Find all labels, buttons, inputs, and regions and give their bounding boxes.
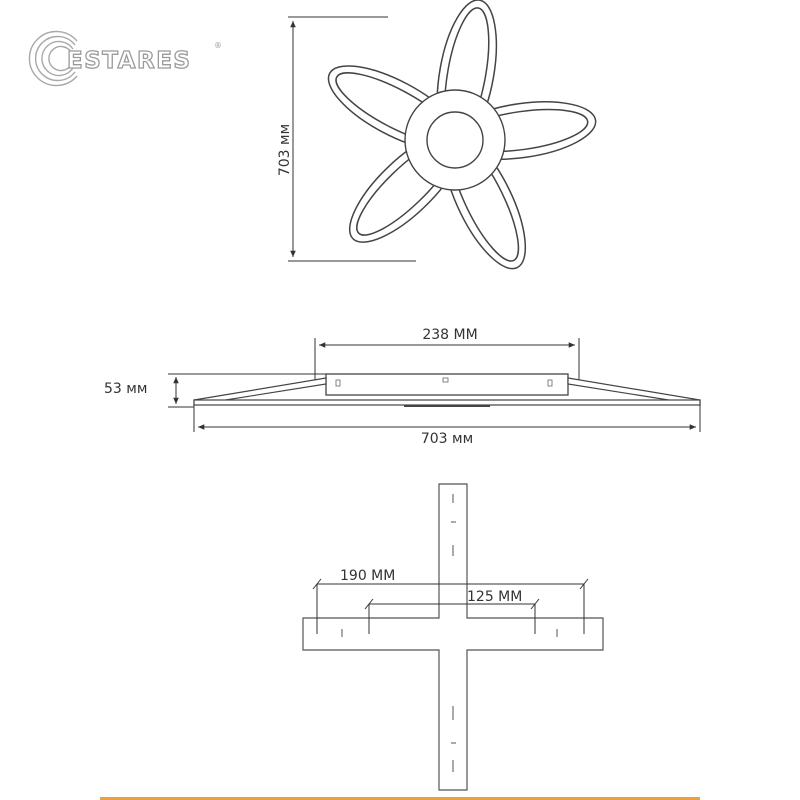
total-width-label: 703 мм: [420, 431, 474, 447]
logo-text: ESTARES: [67, 48, 192, 74]
lamp-base-housing: [326, 374, 568, 395]
mount-inner-label: 125 MM: [467, 589, 523, 605]
height-dimension-label: 703 мм: [277, 123, 293, 177]
mounting-bracket-view: [303, 484, 603, 790]
side-height-label: 53 мм: [104, 381, 148, 397]
base-width-label: 238 MM: [422, 327, 478, 343]
bracket-cross-outline: [303, 484, 603, 790]
lamp-center-cap: [427, 112, 483, 168]
lamp-body-plate: [194, 400, 700, 405]
side-view: [104, 327, 700, 447]
brand-logo: [29, 32, 222, 86]
mount-outer-label: 190 MM: [340, 568, 396, 584]
top-view: [277, 0, 599, 279]
logo-registered-mark: ®: [214, 41, 222, 50]
lamp-diffuser-bottom: [404, 405, 490, 407]
